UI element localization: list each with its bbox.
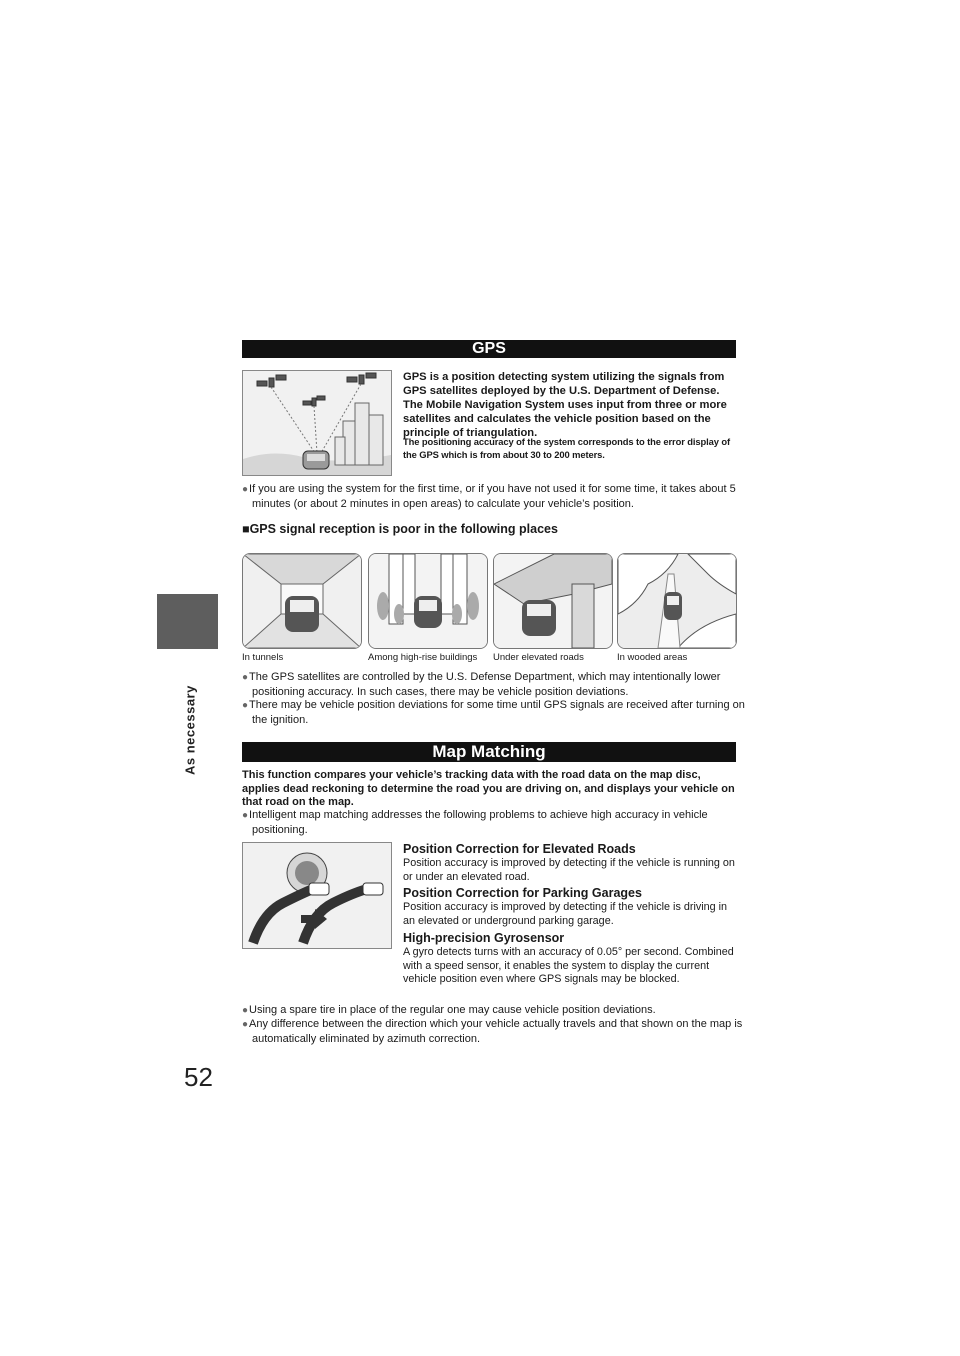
- azimuth-bullet: [242, 1017, 746, 1046]
- chapter-side-label: As necessary: [182, 685, 198, 775]
- tunnel-illustration: [242, 553, 362, 649]
- caption-elevated-roads: Under elevated roads: [493, 652, 584, 663]
- gps-satellite-illustration: [242, 370, 392, 476]
- gps-first-use-text: If you are using the system for the first time, or if you have not used it for some time, it takes about 5 minutes (or about 2 minutes in open areas) to calculate your vehicle’s position.: [249, 483, 736, 510]
- intelligent-matching-text: Intelligent map matching addresses the following problems to achieve high accuracy in vehicle positioning.: [249, 809, 708, 836]
- poor-reception-heading: [242, 522, 558, 536]
- chapter-tab-marker: [157, 594, 218, 649]
- gps-ignition-bullet: [242, 698, 746, 727]
- bullet-dot: ●: [242, 1019, 249, 1030]
- gps-first-use-bullet: [242, 482, 746, 511]
- gps-defense-bullet: [242, 670, 746, 699]
- bullet-dot: ●: [242, 672, 249, 683]
- gps-defense-text: The GPS satellites are controlled by the U.S. Defense Department, which may intentionally lower positioning accuracy. In such cases, there may be vehicle position deviations.: [249, 671, 721, 698]
- wooded-area-illustration: [617, 553, 737, 649]
- gps-ignition-text: There may be vehicle position deviations for some time until GPS signals are received after turning on the ignition.: [249, 699, 745, 726]
- caption-tunnels: In tunnels: [242, 652, 284, 663]
- parking-garages-text: Position accuracy is improved by detecting if the vehicle is driving in an elevated or underground parking garage.: [403, 901, 728, 927]
- caption-high-rise: Among high-rise buildings: [368, 652, 478, 663]
- elevated-roads-text: Position accuracy is improved by detecting if the vehicle is running on or under an elevated road.: [403, 857, 735, 883]
- poor-reception-heading-text: GPS signal reception is poor in the following places: [249, 522, 558, 536]
- gyrosensor-feature: [403, 931, 739, 987]
- bullet-dot: ●: [242, 700, 249, 711]
- map-matching-section-title: Map Matching: [242, 742, 736, 762]
- elevated-roads-feature: [403, 842, 739, 884]
- gyrosensor-illustration: [242, 842, 392, 949]
- parking-garages-title: Position Correction for Parking Garages: [403, 886, 642, 900]
- map-matching-intro: This function compares your vehicle’s tracking data with the road data on the map disc, applies dead reckoning to determine the road you are driving on, and displays your vehicle on that road on the map.: [242, 769, 735, 808]
- gyrosensor-title: High-precision Gyrosensor: [403, 931, 565, 945]
- high-rise-illustration: [368, 553, 488, 649]
- bullet-dot: ●: [242, 810, 249, 821]
- bullet-dot: ●: [242, 484, 249, 495]
- gyrosensor-text: A gyro detects turns with an accuracy of 0.05° per second. Combined with a speed sensor, it enables the system to display the current vehicle position even where GPS signals may be blocked.: [403, 946, 734, 985]
- bullet-dot: ●: [242, 1005, 249, 1016]
- elevated-roads-title: Position Correction for Elevated Roads: [403, 842, 636, 856]
- spare-tire-text: Using a spare tire in place of the regular one may cause vehicle position deviations.: [249, 1004, 656, 1016]
- page-number: 52: [184, 1062, 213, 1092]
- caption-wooded-areas: In wooded areas: [617, 652, 688, 663]
- gps-intro-text: GPS is a position detecting system utilizing the signals from GPS satellites deployed by the U.S. Department of Defense. The Mobile Navigation System uses input from three or more satellites and calculates the vehicle position based on the principle of triangulation.: [403, 371, 727, 439]
- gps-accuracy-note: The positioning accuracy of the system corresponds to the error display of the GPS which is from about 30 to 200 meters.: [403, 436, 731, 460]
- gps-section-title: GPS: [242, 340, 736, 358]
- square-bullet-icon: ■: [242, 522, 250, 536]
- intelligent-matching-bullet: [242, 808, 746, 837]
- parking-garages-feature: [403, 886, 739, 928]
- elevated-road-illustration: [493, 553, 613, 649]
- spare-tire-bullet: [242, 1003, 746, 1018]
- azimuth-text: Any difference between the direction which your vehicle actually travels and that shown on the map is automatically eliminated by azimuth correction.: [249, 1018, 743, 1045]
